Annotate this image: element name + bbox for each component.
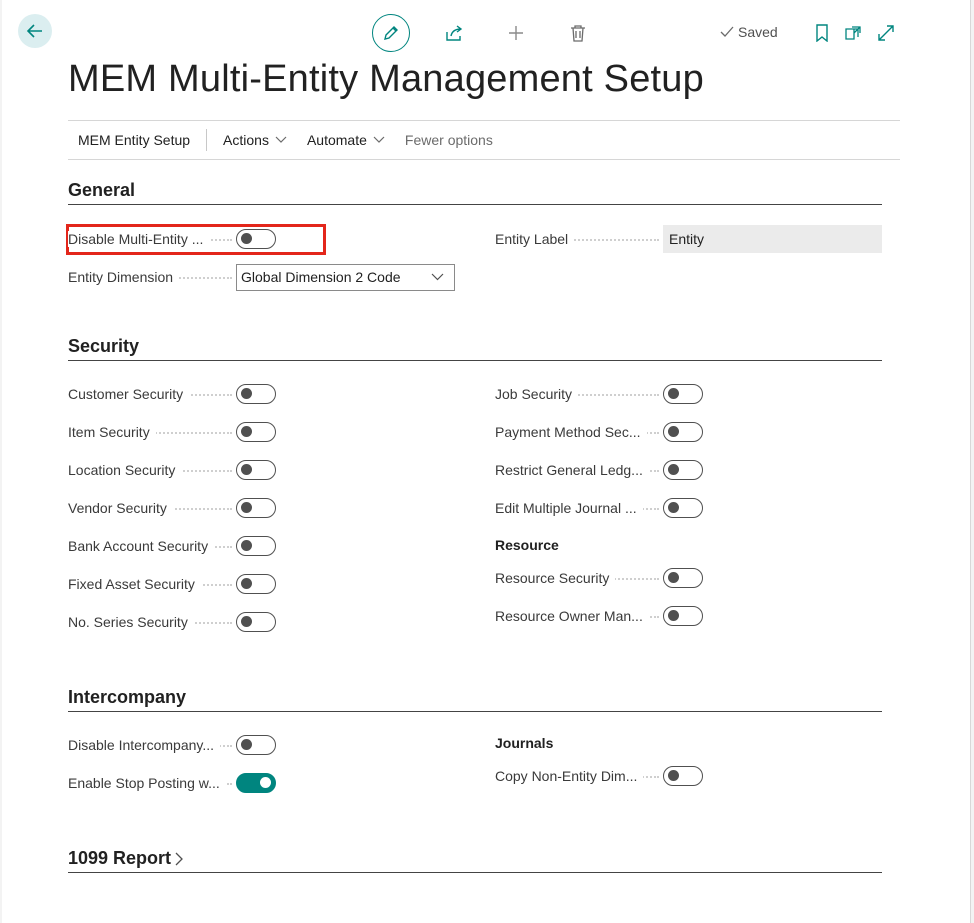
toggle-enable-stop-posting[interactable] <box>236 773 276 793</box>
fewer-options-button[interactable] <box>395 121 503 159</box>
field-label: Entity Label <box>495 231 574 247</box>
toggle-job-security[interactable] <box>663 384 703 404</box>
entity-label-value: Entity <box>663 225 882 253</box>
field-label: Customer Security <box>68 386 189 402</box>
field-label: Fixed Asset Security <box>68 576 201 592</box>
field-restrict-general-ledger <box>495 458 703 482</box>
saved-status <box>720 24 778 40</box>
plus-icon <box>507 24 525 42</box>
field-label: Item Security <box>68 424 156 440</box>
subheading-resource: Resource <box>495 537 559 553</box>
fewer-options-label: Fewer options <box>404 132 493 148</box>
open-new-window-icon <box>844 24 862 42</box>
toggle-customer-security[interactable] <box>236 384 276 404</box>
field-item-security <box>68 420 276 444</box>
field-fixed-asset-security <box>68 572 276 596</box>
field-label: Copy Non-Entity Dim... <box>495 768 643 784</box>
field-label: No. Series Security <box>68 614 194 630</box>
entity-dimension-value: Global Dimension 2 Code <box>241 269 401 285</box>
section-title-1099-label: 1099 Report <box>68 848 172 868</box>
field-copy-non-entity-dimensions <box>495 764 703 788</box>
field-label: Enable Stop Posting w... <box>68 775 226 791</box>
entity-dimension-select[interactable] <box>236 264 455 291</box>
actions-menu[interactable] <box>213 121 297 159</box>
chevron-down-icon <box>275 136 287 144</box>
section-title-general[interactable]: General <box>68 180 136 200</box>
trash-icon <box>570 24 586 42</box>
field-label: Payment Method Sec... <box>495 424 647 440</box>
check-icon <box>720 25 734 39</box>
field-label: Resource Owner Man... <box>495 608 649 624</box>
field-vendor-security <box>68 496 276 520</box>
field-resource-owner-management <box>495 604 703 628</box>
field-label: Disable Intercompany... <box>68 737 220 753</box>
toggle-disable-intercompany[interactable] <box>236 735 276 755</box>
bookmark-button[interactable] <box>813 23 831 43</box>
field-job-security <box>495 382 703 406</box>
toggle-copy-non-entity-dimensions[interactable] <box>663 766 703 786</box>
open-new-window-button[interactable] <box>843 23 863 43</box>
toggle-vendor-security[interactable] <box>236 498 276 518</box>
background-panel <box>970 0 974 923</box>
section-divider <box>68 204 882 205</box>
field-label: Entity Dimension <box>68 269 179 285</box>
new-button[interactable] <box>506 23 526 43</box>
field-enable-stop-posting <box>68 771 276 795</box>
field-label: Job Security <box>495 386 578 402</box>
mem-entity-setup-label: MEM Entity Setup <box>78 132 191 148</box>
toggle-resource-security[interactable] <box>663 568 703 588</box>
field-entity-label <box>495 227 882 251</box>
toggle-fixed-asset-security[interactable] <box>236 574 276 594</box>
field-label: Bank Account Security <box>68 538 214 554</box>
section-divider <box>68 872 882 873</box>
toggle-item-security[interactable] <box>236 422 276 442</box>
edit-icon <box>382 24 400 42</box>
expand-button[interactable] <box>876 23 896 43</box>
field-entity-dimension <box>68 265 455 289</box>
chevron-right-icon <box>175 852 183 866</box>
share-icon <box>445 24 463 42</box>
section-divider <box>68 711 882 712</box>
page-title: MEM Multi-Entity Management Setup <box>68 58 704 100</box>
chevron-down-icon <box>431 273 444 281</box>
field-label: Edit Multiple Journal ... <box>495 500 643 516</box>
automate-menu[interactable] <box>297 121 395 159</box>
section-title-1099-report[interactable] <box>68 848 183 869</box>
action-separator <box>206 129 207 151</box>
mem-entity-setup-action[interactable] <box>68 121 200 159</box>
field-label: Vendor Security <box>68 500 173 516</box>
back-arrow-icon <box>26 22 44 40</box>
automate-label: Automate <box>306 132 367 148</box>
field-label: Resource Security <box>495 570 615 586</box>
toggle-payment-method-security[interactable] <box>663 422 703 442</box>
field-payment-method-security <box>495 420 703 444</box>
section-title-security[interactable]: Security <box>68 336 140 356</box>
delete-button[interactable] <box>568 23 588 43</box>
action-bar <box>68 120 900 160</box>
saved-label: Saved <box>738 24 778 40</box>
section-title-intercompany[interactable]: Intercompany <box>68 687 187 707</box>
field-disable-intercompany <box>68 733 276 757</box>
field-bank-account-security <box>68 534 276 558</box>
share-button[interactable] <box>444 23 464 43</box>
section-divider <box>68 360 882 361</box>
toggle-edit-multiple-journal[interactable] <box>663 498 703 518</box>
field-customer-security <box>68 382 276 406</box>
field-label: Disable Multi-Entity ... <box>68 231 209 247</box>
expand-icon <box>877 24 895 42</box>
toggle-restrict-general-ledger[interactable] <box>663 460 703 480</box>
field-location-security <box>68 458 276 482</box>
toggle-location-security[interactable] <box>236 460 276 480</box>
bookmark-icon <box>815 24 829 42</box>
actions-label: Actions <box>223 132 269 148</box>
edit-button[interactable] <box>372 14 410 52</box>
toggle-resource-owner-management[interactable] <box>663 606 703 626</box>
field-edit-multiple-journal <box>495 496 703 520</box>
chevron-down-icon <box>373 136 385 144</box>
field-label: Restrict General Ledg... <box>495 462 649 478</box>
subheading-journals: Journals <box>495 735 554 751</box>
field-label: Location Security <box>68 462 181 478</box>
field-resource-security <box>495 566 703 590</box>
toggle-no-series-security[interactable] <box>236 612 276 632</box>
back-button[interactable] <box>18 14 52 48</box>
toggle-bank-account-security[interactable] <box>236 536 276 556</box>
field-no-series-security <box>68 610 276 634</box>
